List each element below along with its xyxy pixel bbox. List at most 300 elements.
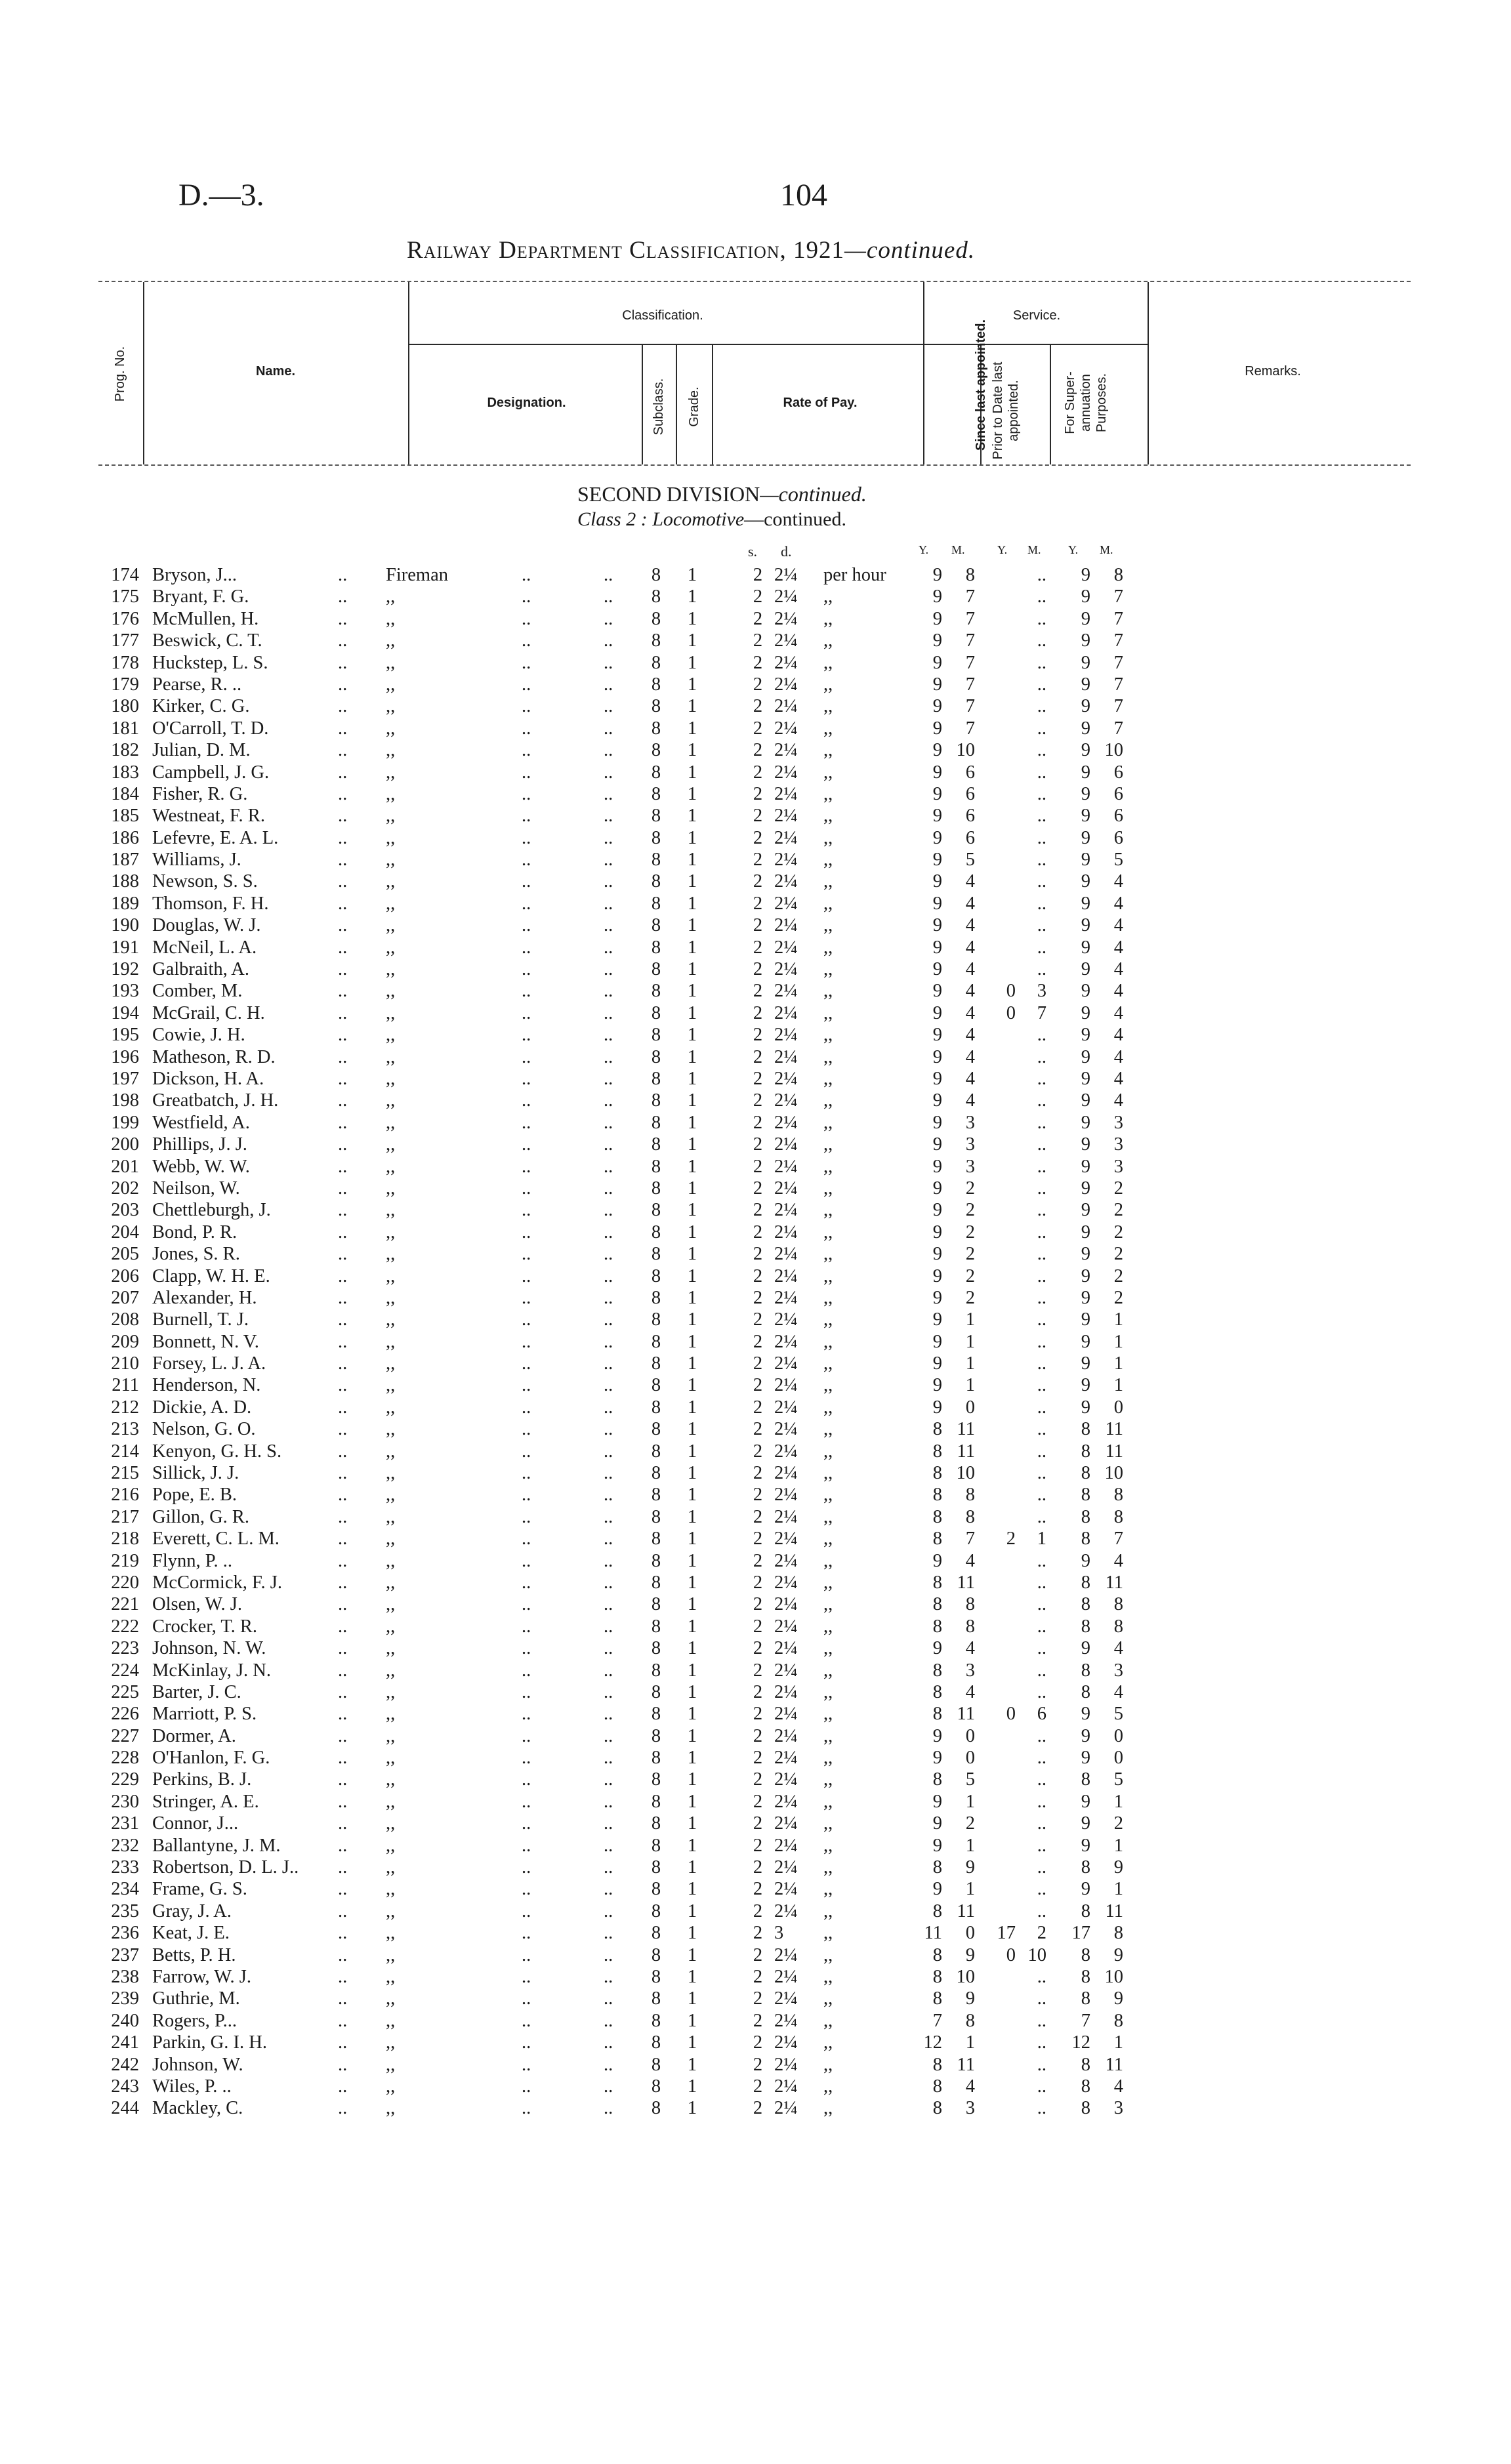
- pay-pence-cell: 2¼: [774, 1265, 798, 1286]
- prog-no-cell: 217: [111, 1506, 139, 1527]
- leader-dots: ..: [338, 1660, 348, 1681]
- super-months-cell: 10: [1104, 1463, 1123, 1484]
- since-months-cell: 8: [965, 565, 975, 585]
- designation-header: Designation.: [487, 396, 566, 410]
- designation-cell: ,,: [386, 1638, 396, 1659]
- super-years-cell: 9: [1081, 1200, 1090, 1221]
- pay-period-cell: ,,: [823, 937, 833, 958]
- pay-period-cell: ,,: [823, 1879, 833, 1900]
- grade-cell: 1: [687, 1244, 697, 1265]
- name-cell: Farrow, W. J.: [152, 1967, 251, 1987]
- leader-dots: ..: [338, 1988, 348, 2009]
- leader-dots: ..: [522, 1375, 531, 1396]
- designation-cell: ,,: [386, 1441, 396, 1462]
- table-row: [0, 1966, 1511, 1988]
- since-years-cell: 8: [932, 1572, 942, 1593]
- grade-cell: 1: [687, 915, 697, 936]
- designation-cell: ,,: [386, 1265, 396, 1286]
- leader-dots: ..: [522, 959, 531, 980]
- subclass-cell: 8: [651, 1353, 661, 1374]
- prog-no-cell: 183: [111, 762, 139, 783]
- pay-pence-cell: 2¼: [774, 1002, 798, 1023]
- prog-no-cell: 241: [111, 2032, 139, 2053]
- since-months-cell: 3: [965, 1660, 975, 1681]
- subclass-cell: 8: [651, 2032, 661, 2053]
- leader-dots: ..: [604, 1485, 613, 1506]
- pay-period-cell: ,,: [823, 1002, 833, 1023]
- designation-cell: ,,: [386, 1375, 396, 1396]
- super-years-cell: 9: [1081, 1638, 1090, 1659]
- name-cell: Connor, J...: [152, 1813, 239, 1834]
- subclass-cell: 8: [651, 1660, 661, 1681]
- subclass-cell: 8: [651, 893, 661, 914]
- pay-pence-cell: 2¼: [774, 1704, 798, 1725]
- since-months-cell: 0: [965, 1748, 975, 1769]
- designation-cell: ,,: [386, 1681, 396, 1702]
- superannuation-header: For Super-annuation Purposes.: [1063, 371, 1109, 434]
- since-years-cell: 9: [932, 652, 942, 673]
- leader-dots: ..: [522, 1112, 531, 1133]
- super-months-cell: 8: [1113, 1923, 1123, 1944]
- grade-cell: 1: [687, 1112, 697, 1133]
- name-cell: Bryant, F. G.: [152, 586, 249, 607]
- pay-pence-cell: 2¼: [774, 2054, 798, 2075]
- pay-period-cell: ,,: [823, 2076, 833, 2097]
- leader-dots: ..: [522, 1441, 531, 1462]
- since-years-cell: 8: [932, 1988, 942, 2009]
- leader-dots: ..: [522, 1331, 531, 1352]
- super-months-cell: 8: [1113, 1485, 1123, 1506]
- super-years-cell: 9: [1081, 1178, 1090, 1199]
- since-months-cell: 9: [965, 1944, 975, 1965]
- grade-cell: 1: [687, 1988, 697, 2009]
- pay-shillings-cell: 2: [753, 1660, 763, 1681]
- leader-dots: ..: [604, 1900, 613, 1921]
- leader-dots: ..: [338, 1375, 348, 1396]
- name-cell: Matheson, R. D.: [152, 1046, 276, 1067]
- name-cell: Burnell, T. J.: [152, 1309, 249, 1330]
- super-months-cell: 1: [1113, 1879, 1123, 1900]
- grade-cell: 1: [687, 1265, 697, 1286]
- leader-dots: ..: [604, 2010, 613, 2031]
- grade-cell: 1: [687, 1550, 697, 1571]
- since-months-cell: 11: [957, 1572, 975, 1593]
- leader-dots: ..: [338, 565, 348, 585]
- prior-months-cell: ..: [1037, 1725, 1046, 1746]
- name-cell: Everett, C. L. M.: [152, 1529, 279, 1550]
- leader-dots: ..: [338, 1944, 348, 1965]
- grade-cell: 1: [687, 1353, 697, 1374]
- name-cell: Bonnett, N. V.: [152, 1331, 259, 1352]
- leader-dots: ..: [522, 1748, 531, 1769]
- name-cell: Perkins, B. J.: [152, 1769, 252, 1790]
- subclass-cell: 8: [651, 1529, 661, 1550]
- prog-no-cell: 187: [111, 850, 139, 871]
- grade-cell: 1: [687, 1002, 697, 1023]
- unit-pence: d.: [781, 543, 792, 560]
- leader-dots: ..: [522, 915, 531, 936]
- super-years-cell: 8: [1081, 2098, 1090, 2119]
- table-row: [0, 1199, 1511, 1221]
- leader-dots: ..: [522, 1594, 531, 1615]
- pay-pence-cell: 2¼: [774, 1748, 798, 1769]
- super-years-cell: 8: [1081, 1616, 1090, 1637]
- pay-pence-cell: 2¼: [774, 871, 798, 892]
- grade-cell: 1: [687, 1725, 697, 1746]
- pay-period-cell: ,,: [823, 2054, 833, 2075]
- unit-shillings: s.: [748, 543, 758, 560]
- pay-shillings-cell: 2: [753, 674, 763, 695]
- designation-cell: ,,: [386, 1485, 396, 1506]
- since-years-cell: 9: [932, 1287, 942, 1308]
- grade-cell: 1: [687, 1967, 697, 1987]
- designation-cell: ,,: [386, 630, 396, 651]
- col-divider-rate: [923, 282, 924, 464]
- super-years-cell: 9: [1081, 871, 1090, 892]
- unit-since-months: M.: [951, 543, 965, 556]
- super-months-cell: 1: [1113, 1791, 1123, 1812]
- designation-cell: ,,: [386, 806, 396, 827]
- super-months-cell: 4: [1113, 937, 1123, 958]
- designation-cell: ,,: [386, 1857, 396, 1878]
- designation-cell: ,,: [386, 1025, 396, 1046]
- leader-dots: ..: [604, 2032, 613, 2053]
- prior-months-cell: ..: [1037, 1112, 1046, 1133]
- table-body: [0, 564, 1511, 2120]
- prog-no-cell: 227: [111, 1725, 139, 1746]
- pay-period-cell: ,,: [823, 1725, 833, 1746]
- leader-dots: ..: [338, 1681, 348, 1702]
- grade-cell: 1: [687, 959, 697, 980]
- subclass-cell: 8: [651, 1550, 661, 1571]
- subclass-cell: 8: [651, 1112, 661, 1133]
- since-months-cell: 10: [956, 740, 975, 761]
- leader-dots: ..: [522, 1879, 531, 1900]
- leader-dots: ..: [338, 1485, 348, 1506]
- pay-shillings-cell: 2: [753, 2010, 763, 2031]
- super-years-cell: 8: [1081, 1594, 1090, 1615]
- prog-no-cell: 216: [111, 1485, 139, 1506]
- table-row: [0, 1243, 1511, 1265]
- prior-months-cell: ..: [1037, 1046, 1046, 1067]
- grade-cell: 1: [687, 674, 697, 695]
- subclass-cell: 8: [651, 827, 661, 848]
- pay-pence-cell: 2¼: [774, 2098, 798, 2119]
- since-years-cell: 9: [932, 1879, 942, 1900]
- leader-dots: ..: [338, 1813, 348, 1834]
- super-years-cell: 9: [1081, 696, 1090, 717]
- prior-months-cell: 2: [1037, 1923, 1046, 1944]
- name-cell: Johnson, W.: [152, 2054, 243, 2075]
- leader-dots: ..: [338, 1616, 348, 1637]
- pay-shillings-cell: 2: [753, 1967, 763, 1987]
- super-years-cell: 9: [1081, 1309, 1090, 1330]
- since-months-cell: 11: [957, 1419, 975, 1440]
- col-divider-desig: [642, 345, 643, 464]
- name-cell: Newson, S. S.: [152, 871, 258, 892]
- since-months-cell: 4: [965, 959, 975, 980]
- leader-dots: ..: [604, 696, 613, 717]
- name-cell: Robertson, D. L. J..: [152, 1857, 299, 1878]
- pay-pence-cell: 2¼: [774, 1353, 798, 1374]
- name-cell: Kirker, C. G.: [152, 696, 250, 717]
- since-months-cell: 4: [965, 893, 975, 914]
- pay-pence-cell: 2¼: [774, 1944, 798, 1965]
- leader-dots: ..: [338, 1090, 348, 1111]
- leader-dots: ..: [522, 893, 531, 914]
- grade-cell: 1: [687, 1419, 697, 1440]
- super-years-cell: 9: [1081, 1725, 1090, 1746]
- table-row: [0, 1331, 1511, 1353]
- pay-pence-cell: 2¼: [774, 937, 798, 958]
- subclass-cell: 8: [651, 959, 661, 980]
- prior-months-cell: ..: [1037, 893, 1046, 914]
- super-years-cell: 8: [1081, 1967, 1090, 1987]
- prog-no-cell: 218: [111, 1529, 139, 1550]
- designation-cell: ,,: [386, 1835, 396, 1856]
- super-years-cell: 7: [1081, 2010, 1090, 2031]
- pay-pence-cell: 2¼: [774, 827, 798, 848]
- super-months-cell: 4: [1113, 871, 1123, 892]
- subclass-cell: 8: [651, 1769, 661, 1790]
- name-cell: O'Carroll, T. D.: [152, 718, 269, 739]
- leader-dots: ..: [522, 1046, 531, 1067]
- super-years-cell: 8: [1081, 1900, 1090, 1921]
- service-header: Service.: [1012, 308, 1061, 323]
- leader-dots: ..: [604, 783, 613, 804]
- table-row: [0, 1791, 1511, 1813]
- super-years-cell: 17: [1071, 1923, 1090, 1944]
- pay-shillings-cell: 2: [753, 806, 763, 827]
- table-row: [0, 1046, 1511, 1068]
- division-continued: —continued.: [760, 482, 867, 506]
- since-months-cell: 4: [965, 871, 975, 892]
- pay-period-cell: ,,: [823, 1025, 833, 1046]
- since-years-cell: 9: [932, 1638, 942, 1659]
- prog-no-cell: 182: [111, 740, 139, 761]
- prior-months-cell: ..: [1037, 937, 1046, 958]
- prog-no-cell: 203: [111, 1200, 139, 1221]
- prog-no-cell: 219: [111, 1550, 139, 1571]
- super-years-cell: 9: [1081, 1835, 1090, 1856]
- rate-of-pay-header: Rate of Pay.: [783, 396, 858, 410]
- super-years-cell: 8: [1081, 1572, 1090, 1593]
- pay-pence-cell: 2¼: [774, 1419, 798, 1440]
- since-years-cell: 9: [932, 718, 942, 739]
- grade-cell: 1: [687, 2076, 697, 2097]
- super-months-cell: 9: [1113, 1988, 1123, 2009]
- prog-no-cell: 201: [111, 1156, 139, 1177]
- leader-dots: ..: [522, 1857, 531, 1878]
- leader-dots: ..: [338, 783, 348, 804]
- name-cell: Kenyon, G. H. S.: [152, 1441, 282, 1462]
- pay-pence-cell: 2¼: [774, 1857, 798, 1878]
- page-title: [407, 236, 975, 264]
- since-months-cell: 8: [965, 1616, 975, 1637]
- designation-cell: ,,: [386, 981, 396, 1002]
- designation-cell: ,,: [386, 762, 396, 783]
- pay-pence-cell: 2¼: [774, 1725, 798, 1746]
- leader-dots: ..: [604, 1550, 613, 1571]
- leader-dots: ..: [604, 1616, 613, 1637]
- leader-dots: ..: [338, 1046, 348, 1067]
- grade-cell: 1: [687, 783, 697, 804]
- since-years-cell: 9: [932, 1748, 942, 1769]
- leader-dots: ..: [522, 1681, 531, 1702]
- pay-pence-cell: 2¼: [774, 565, 798, 585]
- name-cell: Rogers, P...: [152, 2010, 238, 2031]
- pay-pence-cell: 2¼: [774, 915, 798, 936]
- super-months-cell: 2: [1113, 1178, 1123, 1199]
- super-years-cell: 8: [1081, 1681, 1090, 1702]
- super-years-cell: 9: [1081, 1375, 1090, 1396]
- since-years-cell: 9: [932, 1222, 942, 1242]
- pay-period-cell: ,,: [823, 1419, 833, 1440]
- leader-dots: ..: [522, 1638, 531, 1659]
- since-months-cell: 10: [956, 1463, 975, 1484]
- pay-shillings-cell: 2: [753, 783, 763, 804]
- grade-cell: 1: [687, 586, 697, 607]
- since-years-cell: 9: [932, 981, 942, 1002]
- grade-cell: 1: [687, 1879, 697, 1900]
- leader-dots: ..: [604, 1309, 613, 1330]
- pay-shillings-cell: 2: [753, 850, 763, 871]
- designation-cell: ,,: [386, 1287, 396, 1308]
- super-months-cell: 8: [1113, 2010, 1123, 2031]
- table-row: [0, 1441, 1511, 1462]
- name-cell: Jones, S. R.: [152, 1244, 240, 1265]
- pay-period-cell: per hour: [823, 565, 886, 585]
- pay-shillings-cell: 2: [753, 1309, 763, 1330]
- since-months-cell: 5: [965, 1769, 975, 1790]
- name-cell: Thomson, F. H.: [152, 893, 269, 914]
- leader-dots: ..: [604, 1879, 613, 1900]
- super-months-cell: 4: [1113, 1046, 1123, 1067]
- pay-pence-cell: 2¼: [774, 1244, 798, 1265]
- leader-dots: ..: [522, 1769, 531, 1790]
- since-months-cell: 2: [965, 1222, 975, 1242]
- leader-dots: ..: [338, 1265, 348, 1286]
- name-cell: Flynn, P. ..: [152, 1550, 232, 1571]
- table-row: [0, 1835, 1511, 1857]
- pay-shillings-cell: 2: [753, 1529, 763, 1550]
- pay-pence-cell: 2¼: [774, 1681, 798, 1702]
- name-cell: Dickie, A. D.: [152, 1397, 252, 1418]
- prior-months-cell: ..: [1037, 1900, 1046, 1921]
- pay-period-cell: ,,: [823, 1331, 833, 1352]
- prog-no-cell: 196: [111, 1046, 139, 1067]
- prog-no-cell: 190: [111, 915, 139, 936]
- leader-dots: ..: [522, 1791, 531, 1812]
- designation-cell: ,,: [386, 652, 396, 673]
- grade-cell: 1: [687, 608, 697, 629]
- leader-dots: ..: [338, 762, 348, 783]
- designation-cell: ,,: [386, 1222, 396, 1242]
- leader-dots: ..: [604, 1638, 613, 1659]
- since-months-cell: 1: [965, 1835, 975, 1856]
- pay-period-cell: ,,: [823, 1813, 833, 1834]
- super-years-cell: 9: [1081, 1353, 1090, 1374]
- since-years-cell: 7: [932, 2010, 942, 2031]
- since-years-cell: 8: [932, 1485, 942, 1506]
- prog-no-cell: 199: [111, 1112, 139, 1133]
- since-years-cell: 9: [932, 1265, 942, 1286]
- designation-cell: ,,: [386, 1463, 396, 1484]
- leader-dots: ..: [522, 630, 531, 651]
- prog-no-cell: 242: [111, 2054, 139, 2075]
- grade-cell: 1: [687, 806, 697, 827]
- name-cell: Nelson, G. O.: [152, 1419, 256, 1440]
- subclass-cell: 8: [651, 2054, 661, 2075]
- prog-no-cell: 230: [111, 1791, 139, 1812]
- pay-shillings-cell: 2: [753, 2054, 763, 2075]
- table-row: [0, 1988, 1511, 2009]
- prog-no-cell: 189: [111, 893, 139, 914]
- grade-cell: 1: [687, 1046, 697, 1067]
- prior-years-cell: 0: [1006, 1002, 1016, 1023]
- super-months-cell: 1: [1113, 1309, 1123, 1330]
- prior-months-cell: ..: [1037, 1331, 1046, 1352]
- leader-dots: ..: [522, 696, 531, 717]
- pay-pence-cell: 2¼: [774, 1222, 798, 1242]
- table-row: [0, 630, 1511, 651]
- table-row: [0, 718, 1511, 739]
- pay-shillings-cell: 2: [753, 1331, 763, 1352]
- super-years-cell: 8: [1081, 1988, 1090, 2009]
- leader-dots: ..: [338, 674, 348, 695]
- pay-shillings-cell: 2: [753, 959, 763, 980]
- table-row: [0, 1484, 1511, 1506]
- super-years-cell: 9: [1081, 740, 1090, 761]
- since-years-cell: 9: [932, 1046, 942, 1067]
- pay-pence-cell: 2¼: [774, 652, 798, 673]
- leader-dots: ..: [522, 1397, 531, 1418]
- super-years-cell: 9: [1081, 718, 1090, 739]
- subclass-cell: 8: [651, 1506, 661, 1527]
- pay-period-cell: ,,: [823, 1287, 833, 1308]
- subclass-cell: 8: [651, 1813, 661, 1834]
- leader-dots: ..: [338, 1725, 348, 1746]
- since-years-cell: 9: [932, 1002, 942, 1023]
- table-row: [0, 871, 1511, 892]
- super-years-cell: 9: [1081, 783, 1090, 804]
- pay-shillings-cell: 2: [753, 1134, 763, 1155]
- leader-dots: ..: [338, 1200, 348, 1221]
- pay-shillings-cell: 2: [753, 696, 763, 717]
- grade-cell: 1: [687, 2054, 697, 2075]
- grade-cell: 1: [687, 2010, 697, 2031]
- pay-pence-cell: 2¼: [774, 630, 798, 651]
- table-row: [0, 1878, 1511, 1900]
- super-months-cell: 8: [1113, 1506, 1123, 1527]
- since-months-cell: 1: [965, 1879, 975, 1900]
- since-years-cell: 9: [932, 1791, 942, 1812]
- prior-months-cell: ..: [1037, 1375, 1046, 1396]
- prior-months-cell: ..: [1037, 1419, 1046, 1440]
- designation-cell: ,,: [386, 1068, 396, 1089]
- grade-cell: 1: [687, 1529, 697, 1550]
- leader-dots: ..: [522, 937, 531, 958]
- pay-pence-cell: 2¼: [774, 1156, 798, 1177]
- leader-dots: ..: [338, 1791, 348, 1812]
- since-years-cell: 9: [932, 1112, 942, 1133]
- table-row: [0, 1813, 1511, 1834]
- leader-dots: ..: [338, 586, 348, 607]
- table-row: [0, 1506, 1511, 1528]
- table-row: [0, 1156, 1511, 1178]
- name-cell: Phillips, J. J.: [152, 1134, 247, 1155]
- col-divider-no: [143, 282, 144, 464]
